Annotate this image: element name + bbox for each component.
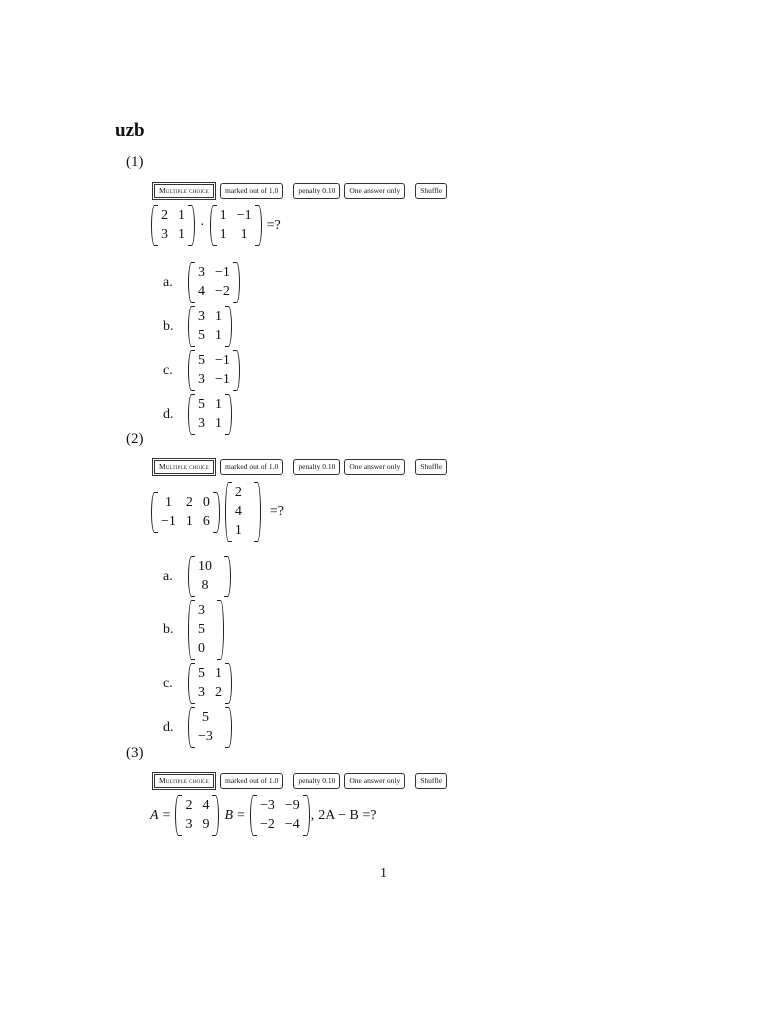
matrix-cell: 5 — [198, 353, 205, 368]
matrix-cells — [158, 492, 213, 533]
penalty-tag: penalty 0.10 — [293, 183, 340, 199]
question-tags — [152, 772, 447, 790]
matrix-cell: 1 — [215, 397, 222, 412]
right-paren — [225, 394, 232, 435]
question-number: (1) — [126, 154, 144, 170]
matrix — [250, 795, 310, 836]
right-paren — [212, 795, 219, 836]
matrix-cell: −3 — [259, 798, 275, 813]
matrix-cell: 3 — [198, 265, 205, 280]
matrix-cell: 4 — [202, 798, 210, 813]
answers-tag: One answer only — [344, 183, 405, 199]
matrix-cell: 1 — [219, 208, 227, 223]
option-matrix — [188, 556, 231, 597]
matrix-cell: 4 — [198, 284, 205, 299]
matrix-cell: 1 — [164, 494, 172, 510]
right-paren — [225, 663, 232, 704]
option-label: b. — [163, 622, 174, 637]
question-type-tag: Multiple choice — [152, 458, 216, 476]
matrix-cells — [158, 205, 188, 246]
question-number: (2) — [126, 431, 144, 447]
matrix-cells — [232, 482, 254, 542]
left-paren — [188, 262, 195, 303]
matrix-cell: −4 — [284, 817, 300, 832]
matrix-cell: 1 — [215, 309, 222, 324]
option-label: c. — [163, 362, 173, 378]
option-label: a. — [163, 568, 173, 584]
matrix-cells — [195, 556, 224, 597]
question-type-tag: Multiple choice — [152, 772, 216, 790]
left-paren — [151, 492, 158, 533]
penalty-tag: penalty 0.10 — [293, 459, 340, 475]
answer-options — [163, 556, 233, 751]
matrix-cell: 1 — [234, 523, 242, 538]
variable-b: B — [224, 807, 234, 823]
matrix-cell: 1 — [178, 227, 185, 242]
matrix-cells — [195, 306, 225, 347]
matrix-cell: 1 — [185, 513, 193, 529]
left-paren — [188, 394, 195, 435]
matrix-cells — [195, 262, 233, 303]
answer-options — [163, 262, 241, 438]
matrix-cell: −3 — [198, 729, 213, 744]
right-paren — [303, 795, 310, 836]
option-label: b. — [163, 318, 174, 334]
matrix-cell: 2 — [215, 685, 222, 700]
answer-option[interactable] — [163, 350, 241, 391]
option-matrix — [188, 707, 232, 748]
question-stem — [150, 205, 285, 246]
matrix-cells — [195, 707, 225, 748]
marked-tag: marked out of 1.0 — [220, 183, 283, 199]
question-tags — [152, 458, 447, 476]
left-paren — [188, 350, 195, 391]
right-paren — [225, 306, 232, 347]
matrix-cell: 5 — [198, 328, 205, 343]
matrix-cell: −1 — [215, 265, 230, 280]
matrix-cell: 3 — [198, 603, 205, 618]
question-stem — [150, 795, 376, 836]
page-number: 1 — [380, 866, 387, 881]
matrix-cells — [195, 350, 233, 391]
answers-tag: One answer only — [344, 459, 405, 475]
question-tags — [152, 182, 447, 200]
page-title: uzb — [115, 120, 145, 141]
matrix-cells — [257, 795, 303, 836]
matrix-cell: −1 — [236, 208, 252, 223]
matrix — [175, 795, 219, 836]
matrix-cell: 8 — [201, 578, 209, 593]
matrix-cell: 3 — [198, 685, 205, 700]
option-matrix — [188, 262, 240, 303]
shuffle-tag: Shuffle — [415, 459, 447, 475]
option-matrix — [188, 600, 224, 660]
matrix-cell: 3 — [161, 227, 168, 242]
matrix-cell: 5 — [198, 622, 205, 637]
matrix-cell: 2 — [185, 798, 193, 813]
matrix-cells — [195, 600, 217, 660]
option-label: d. — [163, 719, 174, 735]
answer-option[interactable] — [163, 600, 233, 660]
matrix-cell: 5 — [198, 666, 205, 681]
question-type-tag: Multiple choice — [152, 182, 216, 200]
matrix-cell: 2 — [161, 208, 168, 223]
matrix-cell: 5 — [201, 710, 209, 725]
shuffle-tag: Shuffle — [415, 773, 447, 789]
option-matrix — [188, 350, 240, 391]
matrix-cell: 3 — [198, 416, 205, 431]
matrix-cell: 9 — [202, 817, 210, 832]
option-matrix — [188, 394, 232, 435]
option-label: d. — [163, 406, 174, 422]
right-paren — [233, 350, 240, 391]
answer-option[interactable] — [163, 663, 233, 704]
option-matrix — [188, 306, 232, 347]
matrix — [151, 492, 220, 533]
answer-option[interactable] — [163, 394, 241, 435]
matrix-cell: 1 — [215, 666, 222, 681]
left-paren — [250, 795, 257, 836]
answer-option[interactable] — [163, 556, 233, 597]
variable-a: A — [150, 807, 159, 823]
penalty-tag: penalty 0.10 — [293, 773, 340, 789]
matrix — [151, 205, 195, 246]
left-paren — [210, 205, 217, 246]
answer-option[interactable] — [163, 262, 241, 303]
matrix-cell: −1 — [161, 513, 176, 529]
left-paren — [188, 600, 195, 660]
equals-sign: = — [162, 807, 171, 823]
right-paren — [225, 707, 232, 748]
left-paren — [188, 707, 195, 748]
marked-tag: marked out of 1.0 — [220, 773, 283, 789]
right-paren — [188, 205, 195, 246]
matrix-cell: 0 — [202, 494, 210, 510]
right-paren — [254, 482, 261, 542]
matrix — [225, 482, 261, 542]
matrix-cell: 0 — [198, 641, 205, 656]
matrix-cell: −9 — [284, 798, 300, 813]
answer-option[interactable] — [163, 707, 233, 748]
matrix-cells — [195, 663, 225, 704]
matrix-cells — [217, 205, 255, 246]
matrix — [210, 205, 262, 246]
equals-sign: = — [237, 807, 245, 823]
right-paren — [255, 205, 262, 246]
matrix-cell: 2 — [185, 494, 193, 510]
comma: , — [310, 807, 315, 823]
matrix-cell: −1 — [215, 372, 230, 387]
option-matrix — [188, 663, 232, 704]
matrix-cell: 3 — [198, 372, 205, 387]
question-stem — [150, 482, 288, 542]
left-paren — [188, 306, 195, 347]
matrix-cell: 1 — [215, 416, 222, 431]
matrix-cell: 1 — [219, 227, 227, 242]
matrix-cells — [195, 394, 225, 435]
matrix-cell: 5 — [198, 397, 205, 412]
equals-question: =? — [266, 217, 281, 233]
matrix-cell: −2 — [215, 284, 230, 299]
matrix-cell: −2 — [259, 817, 275, 832]
matrix-cell: −1 — [215, 353, 230, 368]
left-paren — [175, 795, 182, 836]
option-label: c. — [163, 675, 173, 691]
matrix-cell: 4 — [234, 504, 242, 519]
option-label: a. — [163, 274, 173, 290]
matrix-cell: 1 — [215, 328, 222, 343]
marked-tag: marked out of 1.0 — [220, 459, 283, 475]
right-paren — [224, 556, 231, 597]
answer-option[interactable] — [163, 306, 241, 347]
matrix-cells — [182, 795, 212, 836]
dot-operator: · — [200, 217, 205, 233]
matrix-cell: 3 — [198, 309, 205, 324]
matrix-cell: 6 — [202, 513, 210, 529]
left-paren — [188, 556, 195, 597]
left-paren — [225, 482, 232, 542]
matrix-cell: 1 — [240, 227, 248, 242]
right-paren — [213, 492, 220, 533]
matrix-cell: 2 — [234, 485, 242, 500]
right-paren — [217, 600, 224, 660]
matrix-cell: 10 — [198, 559, 212, 574]
left-paren — [151, 205, 158, 246]
matrix-cell: 3 — [185, 817, 193, 832]
shuffle-tag: Shuffle — [415, 183, 447, 199]
left-paren — [188, 663, 195, 704]
question-number: (3) — [126, 745, 144, 761]
right-paren — [233, 262, 240, 303]
matrix-cell: 1 — [178, 208, 185, 223]
equals-question: =? — [269, 504, 285, 519]
expression: 2A − B =? — [318, 807, 377, 823]
answers-tag: One answer only — [344, 773, 405, 789]
